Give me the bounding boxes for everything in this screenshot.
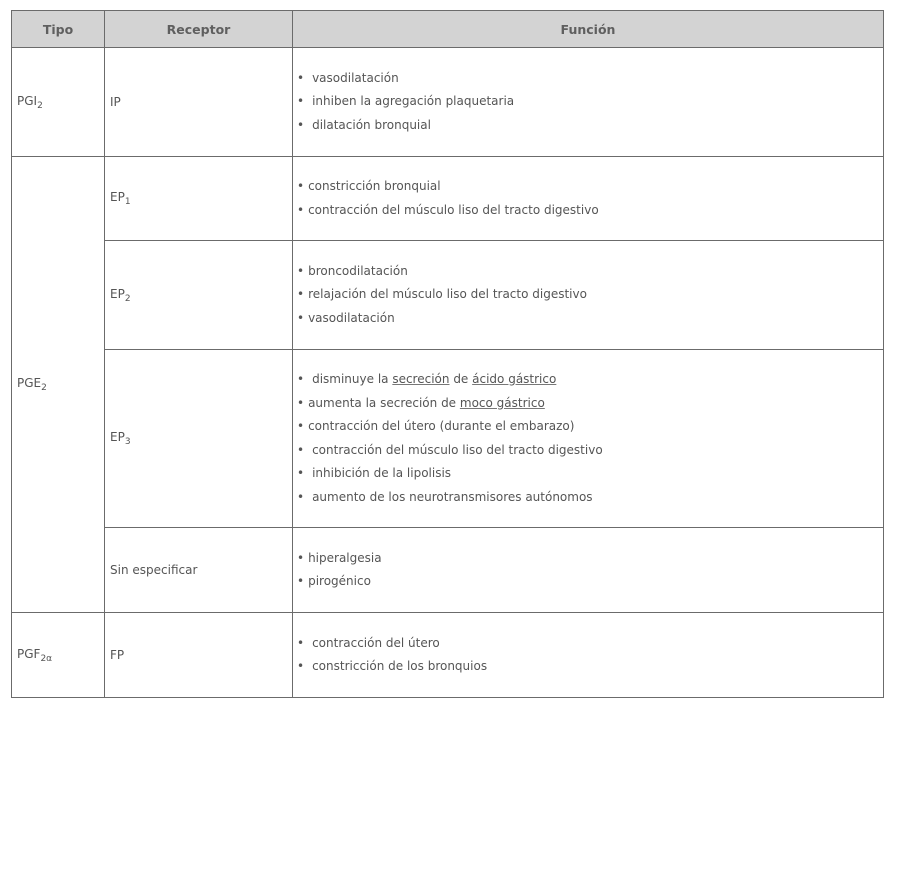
funcion-cell [293,528,884,613]
table-row [12,350,884,528]
tipo-subscript: 2 [37,100,43,111]
receptor-cell: FP [105,613,293,698]
tipo-subscript: 2 [41,383,47,393]
bullet-icon: • [297,94,305,109]
funcion-text: aumento de los neurotransmisores autónomos [312,489,593,504]
funcion-text: broncodilatación [308,263,408,278]
list-item [297,114,883,138]
funcion-text: vasodilatación [308,310,395,325]
tipo-subscript: 2α [40,653,53,664]
bullet-icon: • [297,70,305,85]
funcion-list [297,67,883,138]
receptor-cell: IP [105,48,293,157]
receptor-cell [105,241,293,350]
list-item [297,392,883,416]
receptor-label: EP [110,190,125,204]
bullet-icon: • [297,550,305,565]
bullet-icon: • [297,466,305,480]
funcion-list [297,175,883,222]
list-item [297,175,883,199]
header-funcion: Función [293,11,884,48]
list-item [297,632,883,656]
tipo-cell [12,157,105,613]
list-item [297,307,883,331]
moco-gastrico-link[interactable]: moco gástrico [459,395,545,410]
list-item [297,90,883,114]
secrecion-link[interactable]: secreción [392,372,450,386]
funcion-list [297,260,883,331]
funcion-text: inhiben la agregación plaquetaria [312,94,515,109]
bullet-icon: • [297,635,305,650]
bullet-icon: • [297,310,305,325]
bullet-icon: • [297,287,305,302]
table-row [12,613,884,698]
funcion-text: dilatación bronquial [312,117,431,132]
funcion-text: contracción del útero [312,635,440,650]
bullet-icon: • [297,419,305,433]
funcion-text: pirogénico [308,574,371,588]
funcion-text: constricción bronquial [308,179,441,193]
table-row [12,528,884,613]
receptor-subscript: 2 [124,293,131,304]
bullet-icon: • [297,179,305,193]
funcion-text: hiperalgesia [308,550,382,565]
header-tipo: Tipo [12,11,105,48]
list-item [297,439,883,463]
receptor-cell: Sin especificar [105,528,293,613]
tipo-cell [12,613,105,698]
tipo-cell [12,48,105,157]
funcion-list [297,368,883,509]
tipo-label: PGI [17,93,38,108]
funcion-text: inhibición de la lipolisis [312,466,452,480]
funcion-text: contracción del músculo liso del tracto digestivo [308,202,599,217]
bullet-icon: • [297,117,305,132]
funcion-cell [293,241,884,350]
table-row [12,48,884,157]
funcion-cell [293,613,884,698]
list-item [297,260,883,284]
funcion-text: constricción de los bronquios [312,659,488,673]
list-item [297,570,883,594]
list-item [297,462,883,486]
tipo-label: PGE [17,376,42,390]
bullet-icon: • [297,263,305,278]
funcion-cell [293,157,884,241]
list-item [297,67,883,91]
receptor-subscript: 3 [124,437,131,447]
header-receptor: Receptor [105,11,293,48]
bullet-icon: • [297,372,305,386]
bullet-icon: • [297,659,305,673]
receptor-label: EP [110,430,125,444]
bullet-icon: • [297,442,305,457]
bullet-icon: • [297,395,305,410]
prostaglandin-table [11,10,884,698]
header-row [12,11,884,48]
tipo-label: PGF [17,646,41,661]
acido-gastrico-link[interactable]: ácido gástrico [472,372,557,386]
bullet-icon: • [297,202,305,217]
bullet-icon: • [297,574,305,588]
list-item [297,486,883,510]
list-item [297,547,883,571]
list-item [297,655,883,679]
funcion-text: de [449,372,473,386]
list-item [297,283,883,307]
receptor-cell [105,157,293,241]
funcion-text: contracción del útero (durante el embarazo) [308,419,575,433]
funcion-text: disminuye la [312,372,393,386]
funcion-list [297,632,883,679]
list-item [297,415,883,439]
funcion-text: vasodilatación [312,70,399,85]
receptor-subscript: 1 [124,197,131,207]
list-item [297,368,883,392]
receptor-cell [105,350,293,528]
funcion-list [297,547,883,594]
funcion-text: aumenta la secreción de [308,395,460,410]
table-row [12,157,884,241]
receptor-label: EP [110,286,125,301]
table-row [12,241,884,350]
funcion-cell [293,48,884,157]
funcion-cell [293,350,884,528]
list-item [297,199,883,223]
bullet-icon: • [297,489,305,504]
funcion-text: relajación del músculo liso del tracto digestivo [308,287,587,302]
funcion-text: contracción del músculo liso del tracto digestivo [312,442,603,457]
